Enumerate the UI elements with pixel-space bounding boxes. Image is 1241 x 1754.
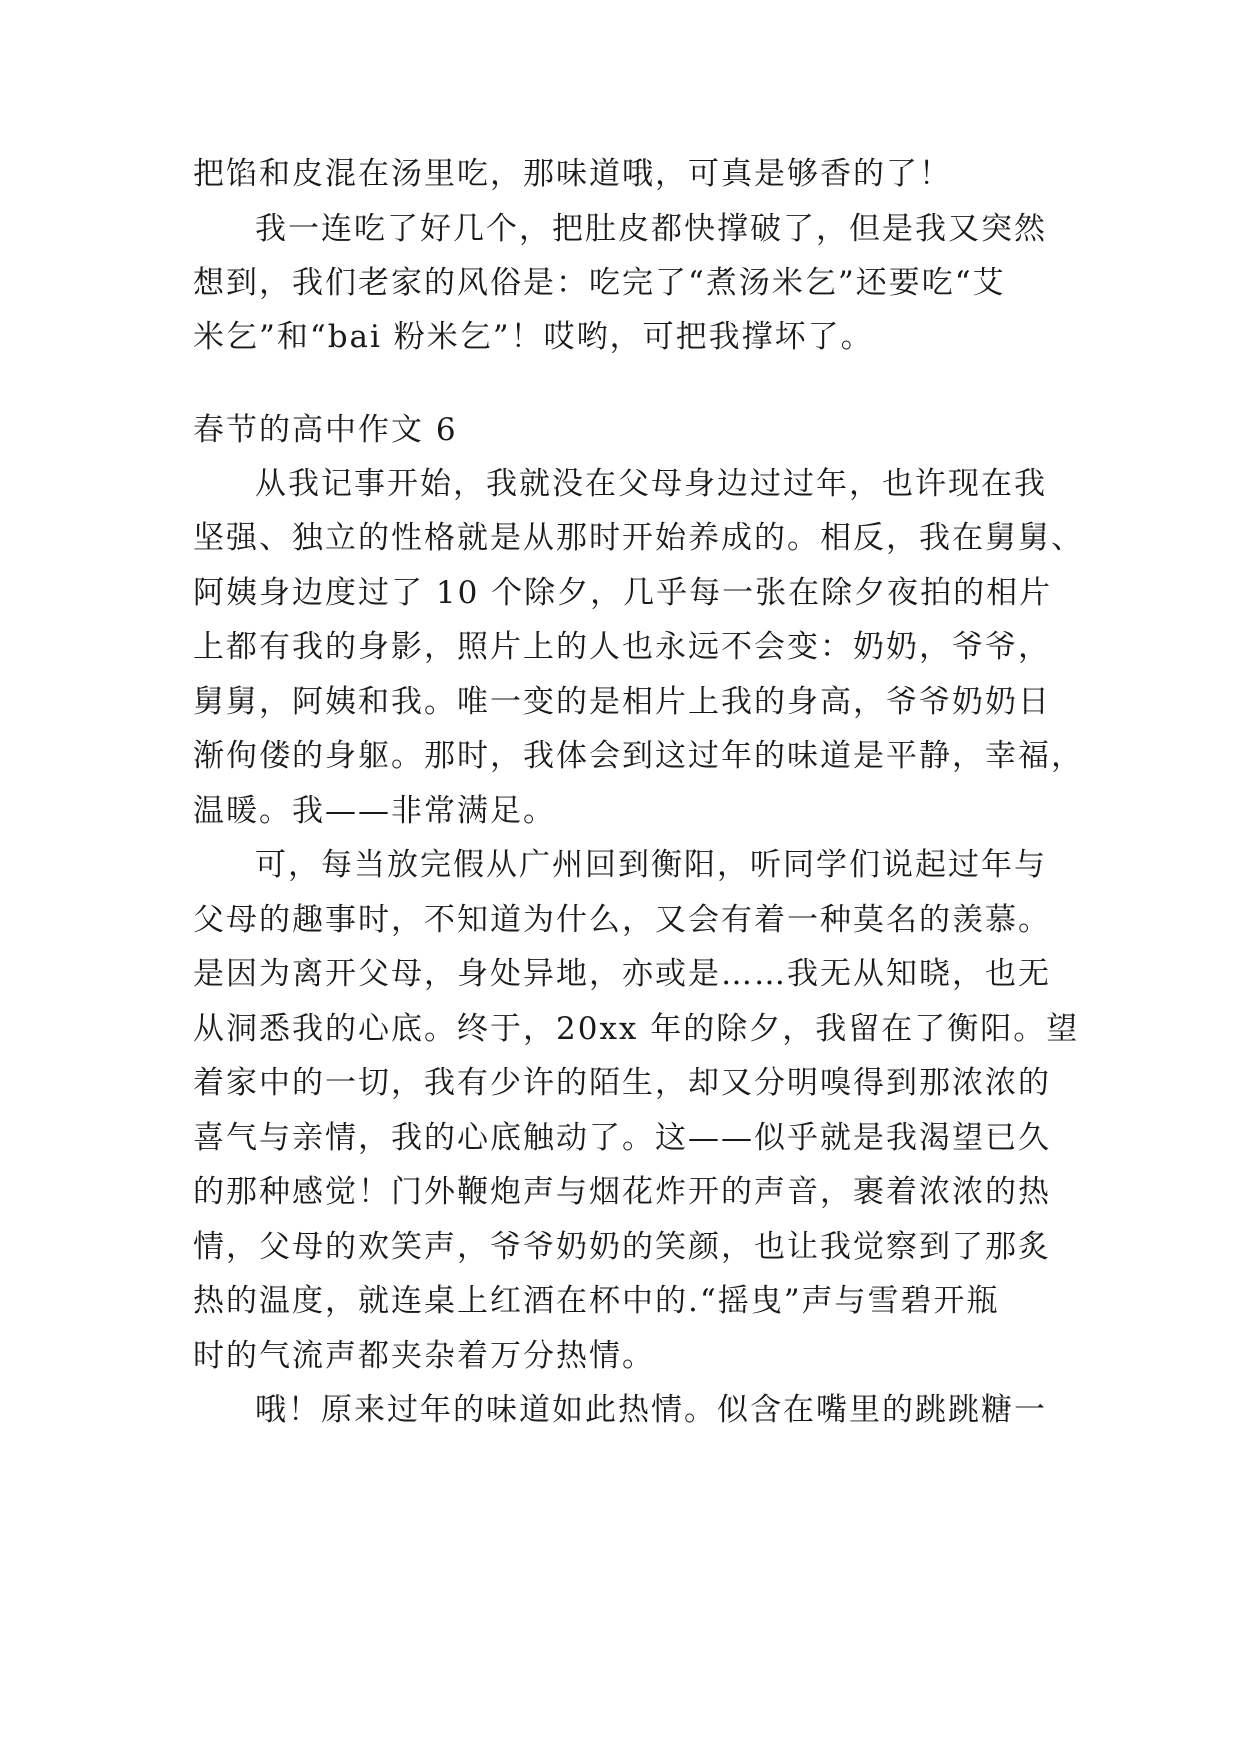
text-line: 热的温度，就连桌上红酒在杯中的.“摇曳”声与雪碧开瓶 [193, 1283, 1000, 1319]
text-line: 阿姨身边度过了 10 个除夕，几乎每一张在除夕夜拍的相片 [193, 575, 1053, 611]
text-line: 从洞悉我的心底。终于，20xx 年的除夕，我留在了衡阳。望 [193, 1011, 1080, 1047]
text-line: 着家中的一切，我有少许的陌生，却又分明嗅得到那浓浓的 [193, 1065, 1051, 1101]
text-line: 把馅和皮混在汤里吃，那味道哦，可真是够香的了！ [193, 156, 952, 192]
text-line: 情，父母的欢笑声，爷爷奶奶的笑颜，也让我觉察到了那炙 [193, 1229, 1051, 1265]
paragraph-start-line: 哦！原来过年的味道如此热情。似含在嘴里的跳跳糖一 [255, 1392, 1047, 1428]
text-line: 的那种感觉！门外鞭炮声与烟花炸开的声音，裹着浓浓的热 [193, 1174, 1051, 1210]
text-line: 米乞”和“bai 粉米乞”！哎哟，可把我撑坏了。 [193, 319, 874, 355]
paragraph-start-line: 我一连吃了好几个，把肚皮都快撑破了，但是我又突然 [255, 211, 1047, 247]
section-heading: 春节的高中作文 6 [193, 412, 458, 448]
text-line: 渐佝偻的身躯。那时，我体会到这过年的味道是平静，幸福， [193, 738, 1084, 774]
text-line: 时的气流声都夹杂着万分热情。 [193, 1338, 655, 1374]
text-line: 是因为离开父母，身处异地，亦或是……我无从知晓，也无 [193, 956, 1051, 992]
text-line: 温暖。我——非常满足。 [193, 793, 556, 829]
text-line: 想到，我们老家的风俗是：吃完了“煮汤米乞”还要吃“艾 [193, 265, 1006, 301]
text-line: 父母的趣事时，不知道为什么，又会有着一种莫名的羡慕。 [193, 902, 1051, 938]
text-line: 上都有我的身影，照片上的人也永远不会变：奶奶，爷爷， [193, 629, 1051, 665]
text-line: 坚强、独立的性格就是从那时开始养成的。相反，我在舅舅、 [193, 520, 1084, 556]
paragraph-start-line: 从我记事开始，我就没在父母身边过过年，也许现在我 [255, 466, 1047, 502]
paragraph-start-line: 可，每当放完假从广州回到衡阳，听同学们说起过年与 [255, 847, 1047, 883]
text-line: 舅舅，阿姨和我。唯一变的是相片上我的身高，爷爷奶奶日 [193, 684, 1051, 720]
text-line: 喜气与亲情，我的心底触动了。这——似乎就是我渴望已久 [193, 1120, 1051, 1156]
